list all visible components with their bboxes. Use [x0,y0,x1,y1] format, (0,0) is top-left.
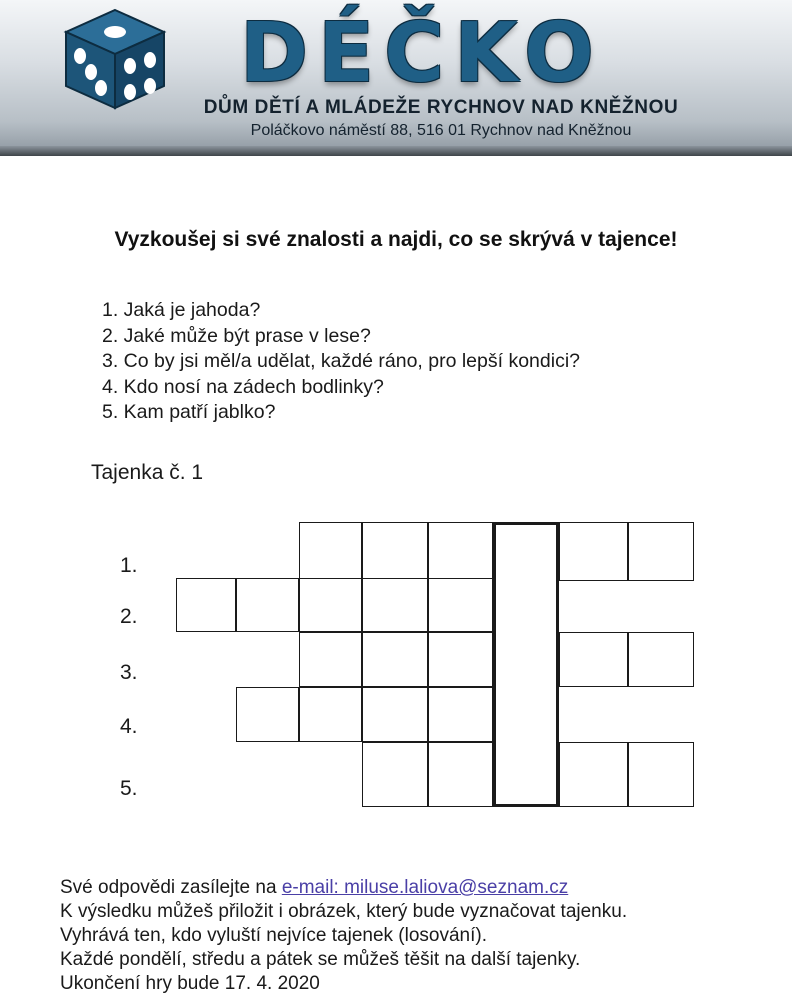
answer-cell[interactable] [236,578,299,632]
answer-cell[interactable] [299,578,362,632]
page-title: Vyzkoušej si své znalosti a najdi, co se skrývá v tajence! [114,228,678,251]
answer-cell[interactable] [628,522,694,581]
organization-name: DŮM DĚTÍ A MLÁDEŽE RYCHNOV NAD KNĚŽNOU [203,97,679,118]
email-link[interactable]: e-mail: miluse.laliova@seznam.cz [281,877,569,898]
footer-line-schedule: Každé pondělí, středu a pátek se můžeš těšit na další tajenky. [60,949,581,970]
answer-cell[interactable] [428,632,493,687]
row-number-label: 2. [120,605,138,628]
footer-send-line [60,876,627,900]
answer-cell[interactable] [628,632,694,687]
answer-cell[interactable] [428,522,493,581]
header-banner [0,0,792,156]
question-item: 1. Jaká je jahoda? [102,299,261,321]
row-number-label: 1. [120,554,138,577]
dice-icon [60,4,170,114]
answer-cell[interactable] [559,522,628,581]
row-number-label: 3. [120,661,138,684]
question-item: 2. Jaké může být prase v lese? [102,324,371,347]
answer-cell[interactable] [362,578,428,632]
footer-line-end-date: Ukončení hry bude 17. 4. 2020 [60,973,320,994]
answer-cell[interactable] [628,742,694,807]
key-cell[interactable] [493,687,559,742]
answer-cell[interactable] [428,687,493,742]
answer-cell[interactable] [428,578,493,632]
answer-cell[interactable] [428,742,493,807]
footer-line-winner: Vyhrává ten, kdo vyluští nejvíce tajenek (losování). [60,925,488,946]
key-cell[interactable] [493,632,559,687]
key-cell[interactable] [493,578,559,632]
question-list [102,298,580,426]
answer-cell[interactable] [559,632,628,687]
footer-info [60,876,627,996]
key-cell[interactable] [493,742,559,807]
answer-cell[interactable] [362,632,428,687]
puzzle-title: Tajenka č. 1 [91,461,204,484]
answer-cell[interactable] [362,687,428,742]
footer-send-text: Své odpovědi zasílejte na [60,877,282,898]
brand-logotype: DÉČKO [240,6,604,101]
answer-cell[interactable] [299,687,362,742]
answer-cell[interactable] [362,522,428,581]
row-number-label: 4. [120,715,138,738]
answer-cell[interactable] [236,687,299,742]
answer-cell[interactable] [362,742,428,807]
answer-cell[interactable] [176,578,236,632]
footer-line-attachment: K výsledku můžeš přiložit i obrázek, který bude vyznačovat tajenku. [60,901,628,922]
answer-cell[interactable] [299,632,362,687]
answer-cell[interactable] [559,742,628,807]
key-cell[interactable] [493,522,559,581]
organization-address: Poláčkovo náměstí 88, 516 01 Rychnov nad Kněžnou [250,122,632,139]
row-number-label: 5. [120,777,138,800]
question-item: 5. Kam patří jablko? [102,401,276,423]
question-item: 3. Co by jsi měl/a udělat, každé ráno, pro lepší kondici? [102,350,581,372]
question-item: 4. Kdo nosí na zádech bodlinky? [102,375,384,398]
answer-cell[interactable] [299,522,362,581]
